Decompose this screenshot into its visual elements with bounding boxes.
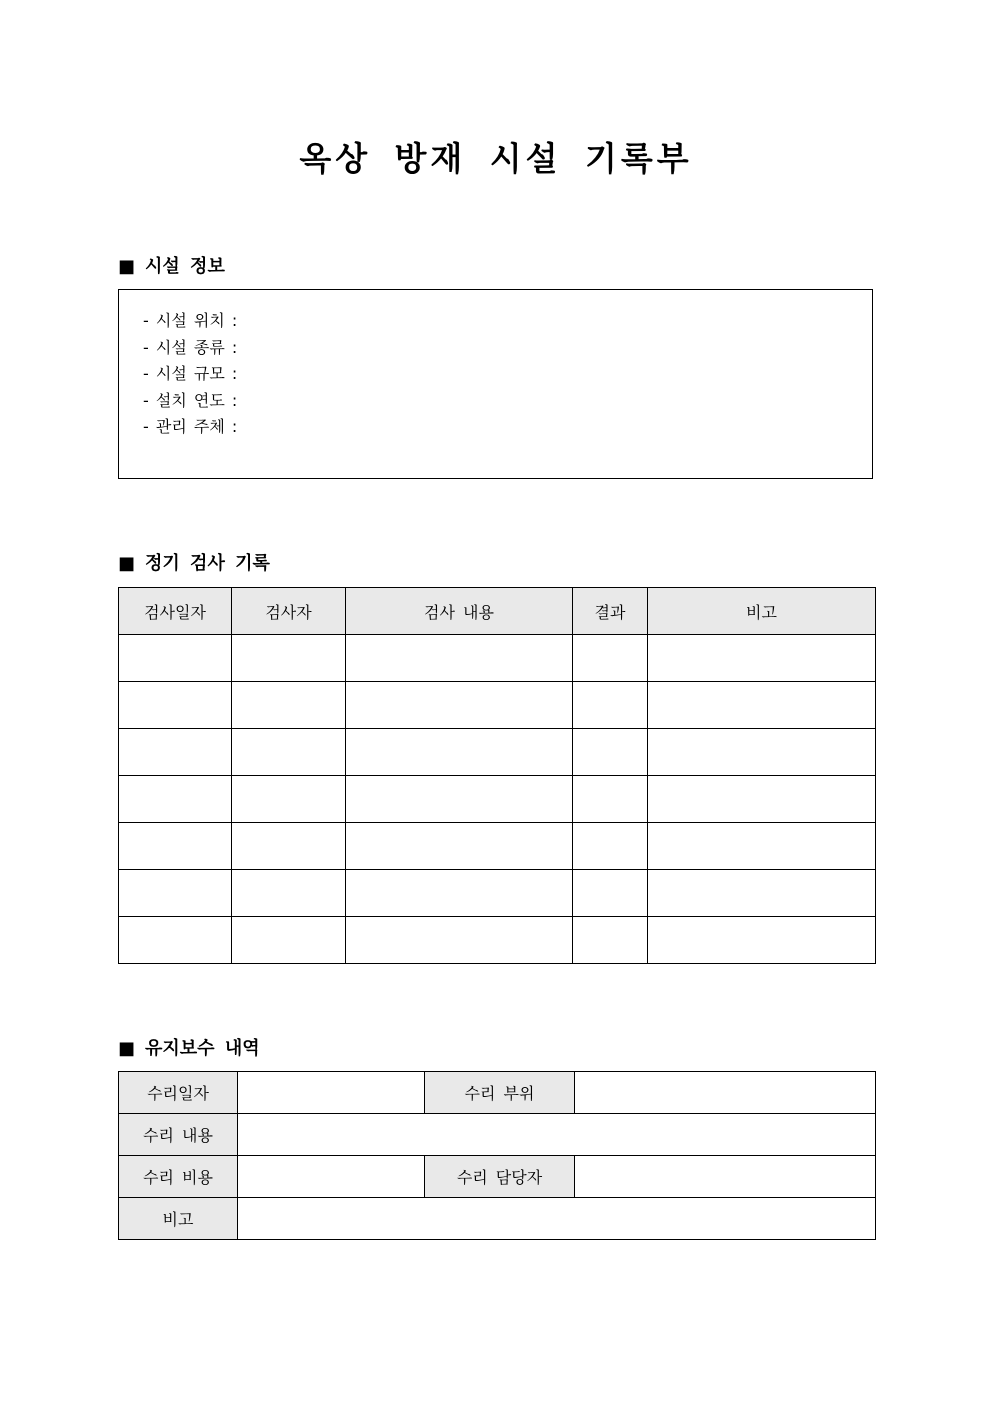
- table-row: [119, 1072, 876, 1114]
- table-row: [119, 682, 876, 729]
- table-cell[interactable]: [573, 917, 648, 964]
- table-cell[interactable]: [648, 635, 876, 682]
- table-cell[interactable]: [346, 870, 573, 917]
- column-header-inspector: 검사자: [232, 588, 346, 635]
- table-row: [119, 1114, 876, 1156]
- repair-part-field[interactable]: [575, 1072, 876, 1114]
- table-row: [119, 1156, 876, 1198]
- table-cell[interactable]: [573, 635, 648, 682]
- document-title: 옥상 방재 시설 기록부: [299, 139, 693, 178]
- table-cell[interactable]: [232, 635, 346, 682]
- inspection-table: [118, 587, 876, 964]
- table-cell[interactable]: [119, 635, 232, 682]
- table-cell[interactable]: [346, 729, 573, 776]
- table-row: [119, 917, 876, 964]
- table-cell[interactable]: [648, 870, 876, 917]
- table-cell[interactable]: [573, 870, 648, 917]
- facility-info-list: [143, 308, 237, 441]
- section-heading-inspection: [118, 549, 270, 575]
- table-cell[interactable]: [648, 776, 876, 823]
- table-cell[interactable]: [648, 823, 876, 870]
- facility-scale-field[interactable]: - 시설 규모 :: [143, 364, 238, 384]
- table-cell[interactable]: [232, 682, 346, 729]
- remarks-label: 비고: [119, 1198, 238, 1240]
- table-cell[interactable]: [232, 917, 346, 964]
- facility-type-field[interactable]: - 시설 종류 :: [143, 337, 238, 357]
- column-header-result: 결과: [573, 588, 648, 635]
- column-header-remarks: 비고: [648, 588, 876, 635]
- facility-info-box: [118, 289, 873, 479]
- table-row: [119, 729, 876, 776]
- remarks-field[interactable]: [238, 1198, 876, 1240]
- table-cell[interactable]: [119, 729, 232, 776]
- table-cell[interactable]: [573, 823, 648, 870]
- table-cell[interactable]: [119, 682, 232, 729]
- table-cell[interactable]: [573, 776, 648, 823]
- table-cell[interactable]: [573, 682, 648, 729]
- table-cell[interactable]: [232, 776, 346, 823]
- table-cell[interactable]: [232, 870, 346, 917]
- table-row: [119, 823, 876, 870]
- inspection-header-row: [119, 588, 876, 635]
- facility-location-field[interactable]: - 시설 위치 :: [143, 311, 238, 330]
- repair-cost-field[interactable]: [238, 1156, 425, 1198]
- table-cell[interactable]: [648, 682, 876, 729]
- table-cell[interactable]: [346, 635, 573, 682]
- table-cell[interactable]: [346, 917, 573, 964]
- column-header-inspection-content: 검사 내용: [346, 588, 573, 635]
- square-bullet-icon: ■: [118, 553, 136, 574]
- repair-manager-label: 수리 담당자: [425, 1156, 575, 1198]
- square-bullet-icon: ■: [118, 256, 136, 277]
- repair-content-field[interactable]: [238, 1114, 876, 1156]
- table-cell[interactable]: [119, 870, 232, 917]
- section-heading-label: 정기 검사 기록: [145, 553, 270, 574]
- column-header-inspection-date: 검사일자: [119, 588, 232, 635]
- section-heading-facility-info: [118, 252, 225, 278]
- table-cell[interactable]: [648, 917, 876, 964]
- managing-entity-field[interactable]: - 관리 주체 :: [143, 417, 238, 437]
- repair-part-label: 수리 부위: [425, 1072, 575, 1114]
- section-heading-maintenance: [118, 1034, 260, 1060]
- table-row: [119, 776, 876, 823]
- section-heading-label: 유지보수 내역: [145, 1038, 260, 1059]
- installation-year-field[interactable]: - 설치 연도 :: [143, 390, 238, 410]
- maintenance-table: [118, 1071, 876, 1240]
- table-cell[interactable]: [346, 776, 573, 823]
- table-cell[interactable]: [573, 729, 648, 776]
- repair-date-field[interactable]: [238, 1072, 425, 1114]
- table-row: [119, 1198, 876, 1240]
- table-cell[interactable]: [119, 776, 232, 823]
- repair-manager-field[interactable]: [575, 1156, 876, 1198]
- repair-cost-label: 수리 비용: [119, 1156, 238, 1198]
- table-cell[interactable]: [648, 729, 876, 776]
- repair-content-label: 수리 내용: [119, 1114, 238, 1156]
- table-cell[interactable]: [119, 823, 232, 870]
- repair-date-label: 수리일자: [119, 1072, 238, 1114]
- table-cell[interactable]: [346, 823, 573, 870]
- table-row: [119, 870, 876, 917]
- table-row: [119, 635, 876, 682]
- table-cell[interactable]: [232, 823, 346, 870]
- table-cell[interactable]: [346, 682, 573, 729]
- table-cell[interactable]: [232, 729, 346, 776]
- table-cell[interactable]: [119, 917, 232, 964]
- section-heading-label: 시설 정보: [145, 256, 225, 277]
- square-bullet-icon: ■: [118, 1038, 136, 1059]
